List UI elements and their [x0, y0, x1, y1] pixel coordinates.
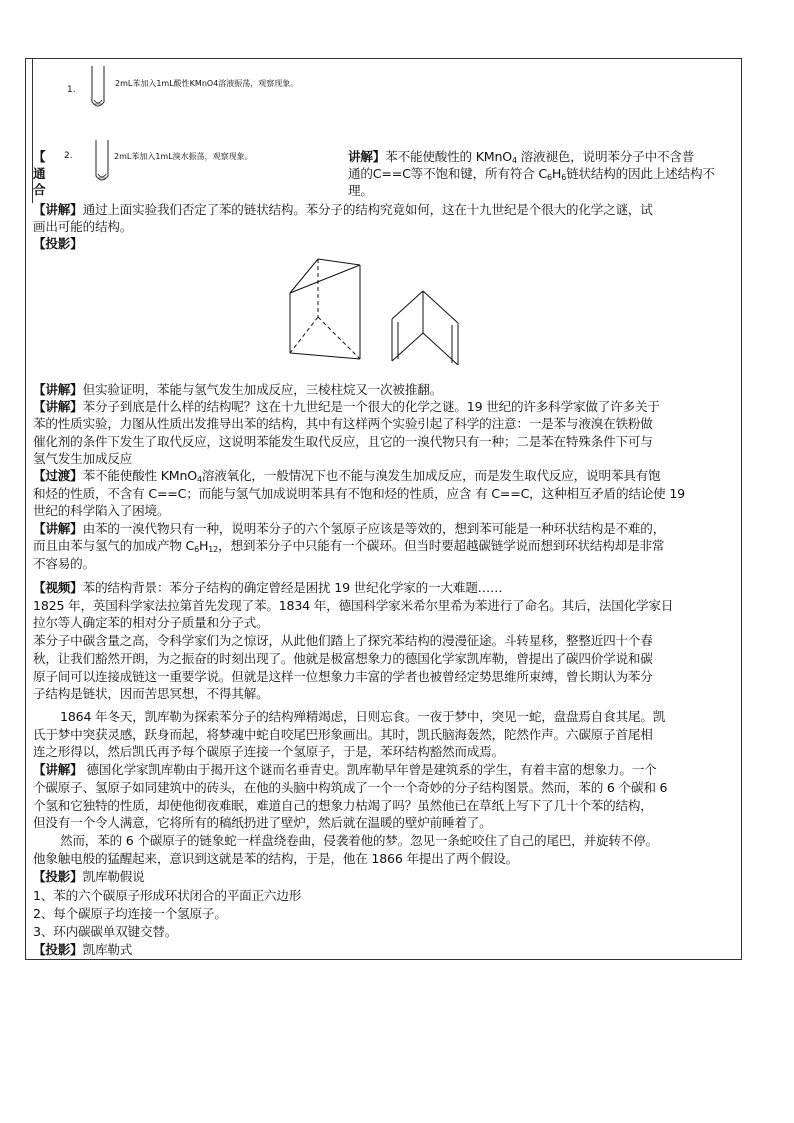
tag: 【过渡】	[33, 468, 83, 483]
para-4-line-3: 世纪的科学陷入了困境。	[33, 503, 170, 518]
para-11-line-1: 然而，苯的 6 个碳原子的链象蛇一样盘绕卷曲，侵袭着他的梦。忽见一条蛇咬住了自己的尾巴，并旋转不停。	[60, 833, 658, 848]
para-7-line-2: 拉尔等人确定苯的相对分子质量和分子式。	[33, 615, 269, 630]
text: 德国化学家凯库勒由于揭开这个谜而名垂青史。凯库勒早年曾是建筑系的学生，有着丰富的想象力。一个	[82, 762, 657, 777]
para-13	[33, 942, 132, 957]
side-char-1: 通	[33, 166, 46, 181]
text: 苯的结构背景：苯分子结构的确定曾经是困扰 19 世纪化学家的一大难题……	[82, 580, 503, 595]
text: 通过上面实验我们否定了苯的链状结构。苯分子的结构究竟如何，这在十九世纪是个很大的化学之谜，试	[82, 202, 653, 217]
test-tube-2-icon	[92, 138, 112, 186]
text: 凯库勒假说	[82, 869, 145, 884]
hypothesis-2: 2、每个碳原子均连接一个氢原子。	[33, 906, 227, 921]
para-4-line-2: 和烃的性质，不含有 C==C；而能与氢气加成说明苯具有不饱和烃的性质，应含 有 C==C，这种相互矛盾的结论使 19	[33, 486, 685, 501]
para-8-line-1: 苯分子中碳含量之高，令科学家们为之惊讶，从此他们踏上了探究苯结构的漫漫征途。斗转星移，整整近四十个春	[33, 633, 653, 648]
para-5-line-2	[33, 538, 664, 557]
para-8-line-3: 原子间可以连接成链这一重要学说。但就是这样一位想象力丰富的学者也被曾经定势思维所束缚，曾长期认为苯分	[33, 669, 653, 684]
text: 溶液氧化，一般情况下也不能与溴发生加成反应，而是发生取代反应，说明苯具有饱	[201, 468, 661, 483]
test-tube-1-icon	[88, 64, 108, 112]
right-explain-line-3: 理。	[348, 183, 373, 198]
side-bracket: 【	[33, 149, 46, 164]
side-char-2: 合	[33, 182, 46, 197]
prismane-icon	[290, 259, 360, 359]
prism-structures-diagram	[280, 255, 480, 375]
para-8-line-2: 秋，让我们豁然开朗，为之振奋的时刻出现了。他就是极富想象力的德国化学家凯库勒，曾提出了碳四价学说和碳	[33, 651, 653, 666]
text: 而且由苯与氢气的加成产物 C	[33, 538, 195, 553]
hypothesis-1: 1、苯的六个碳原子形成环状闭合的平面正六边形	[33, 888, 302, 903]
right-explain-sub-c6: 6	[547, 173, 552, 182]
tag: 【视频】	[33, 580, 83, 595]
experiment-2-number: 2.	[64, 151, 73, 161]
experiment-2-text: 2mL苯加入1mL溴水振荡，观察现象。	[114, 152, 253, 161]
text: H	[199, 538, 209, 553]
right-explain-sub-h6: 6	[561, 173, 567, 182]
hypothesis-3: 3、环内碳碳单双键交替。	[33, 924, 178, 939]
text: 苯不能使酸性 KMnO	[82, 468, 197, 483]
para-2	[33, 382, 442, 397]
right-explain-line-2	[348, 166, 715, 185]
tag: 【讲解】	[33, 762, 83, 777]
tag: 【讲解】	[33, 382, 83, 397]
right-explain-tag: 讲解】	[348, 149, 386, 164]
para-5-line-1	[33, 521, 665, 536]
para-1-line-2: 画出可能的结构。	[33, 219, 133, 234]
para-11-line-2: 他象触电般的猛醒起来，意识到这就是苯的结构，于是，他在 1866 年提出了两个假设。	[33, 851, 519, 866]
right-explain-text-b: 溶液褪色，说明苯分子中不含普	[516, 149, 695, 164]
experiment-1-number: 1.	[67, 85, 76, 95]
para-7-line-1: 1825 年，英国科学家法拉第首先发现了苯。1834 年，德国科学家米希尔里希为苯进行了命名。其后，法国化学家日	[33, 598, 674, 613]
tag: 【投影】	[33, 942, 83, 957]
right-explain-text-c: 通的C==C等不饱和键，所有符合 C	[348, 166, 548, 181]
para-4-line-1	[33, 468, 660, 487]
tag: 【讲解】	[33, 202, 83, 217]
tag: 【讲解】	[33, 521, 83, 536]
text: 苯分子到底是什么样的结构呢？这在十九世纪是一个很大的化学之谜。19 世纪的许多科学家做了许多关于	[82, 399, 660, 414]
para-10-line-3: 个氢和它独特的性质，却使他彻夜难眠，难道自己的想象力枯竭了吗？虽然他已在草纸上写下了几十个苯的结构，	[33, 798, 653, 813]
para-3-line-4: 氢气发生加成反应	[33, 451, 133, 466]
para-1-line-1	[33, 202, 653, 217]
sub: 12	[208, 545, 219, 554]
text: 但实验证明，苯能与氢气发生加成反应，三棱柱烷又一次被推翻。	[82, 382, 442, 397]
para-9-line-2: 氏于梦中突获灵感，跃身而起，将梦魂中蛇自咬尾巴形象画出。其时，凯氏脑海轰然，陀然作声。六碳原子首尾相	[33, 727, 653, 742]
experiment-1-text: 2mL苯加入1mL酸性KMnO4溶液振荡，观察现象。	[115, 79, 299, 88]
dewar-benzene-icon	[392, 291, 458, 365]
text: 由苯的一溴代物只有一种，说明苯分子的六个氢原子应该是等效的，想到苯可能是一种环状结构是不难的，	[82, 521, 666, 536]
right-explain-sub: 4	[511, 156, 517, 165]
para-10-line-2: 个碳原子、氢原子如同建筑中的砖头，在他的头脑中构筑成了一个一个奇妙的分子结构图景。然而，苯的 6 个碳和 6	[33, 780, 668, 795]
right-explain-h: H	[551, 166, 562, 181]
para-3-line-3: 催化剂的条件下发生了取代反应，这说明苯能发生取代反应，且它的一溴代物只有一种；二是苯在特殊条件下可与	[33, 434, 653, 449]
para-9-line-3: 连之形得以，然后凯氏再予每个碳原子连接一个氢原子，于是，苯环结构豁然而成焉。	[33, 744, 504, 759]
sub: 6	[194, 545, 200, 554]
text: 凯库勒式	[82, 942, 133, 957]
para-6	[33, 580, 502, 595]
para-8-line-4: 子结构是链状，因而苦思冥想，不得其解。	[33, 686, 269, 701]
sub: 4	[196, 475, 202, 484]
text: ，想到苯分子中只能有一个碳环。但当时要超越碳链学说而想到环状结构却是非常	[218, 538, 665, 553]
right-explain-text-d: 链状结构的因此上述结构不	[566, 166, 715, 181]
para-5-line-3: 不容易的。	[33, 556, 95, 571]
para-10-line-1	[33, 762, 657, 777]
projection-label-1: 【投影】	[33, 236, 83, 251]
para-3-line-2: 苯的性质实验，力图从性质出发推导出苯的结构，其中有这样两个实验引起了科学的注意：一是苯与液溴在铁粉做	[33, 416, 653, 431]
tag: 【投影】	[33, 869, 83, 884]
right-explain-text-a: 苯不能使酸性的 KMnO	[385, 149, 512, 164]
tag: 【讲解】	[33, 399, 83, 414]
para-10-line-4: 但没有一个令人满意，它将所有的稿纸扔进了壁炉，然后就在温暖的壁炉前睡着了。	[33, 815, 492, 830]
para-9-line-1: 1864 年冬天，凯库勒为探索苯分子的结构殚精竭虑，日则忘食。一夜于梦中，突见一蛇，盘盘焉自食其尾。凯	[60, 709, 666, 724]
para-12	[33, 869, 145, 884]
para-3-line-1	[33, 399, 660, 414]
